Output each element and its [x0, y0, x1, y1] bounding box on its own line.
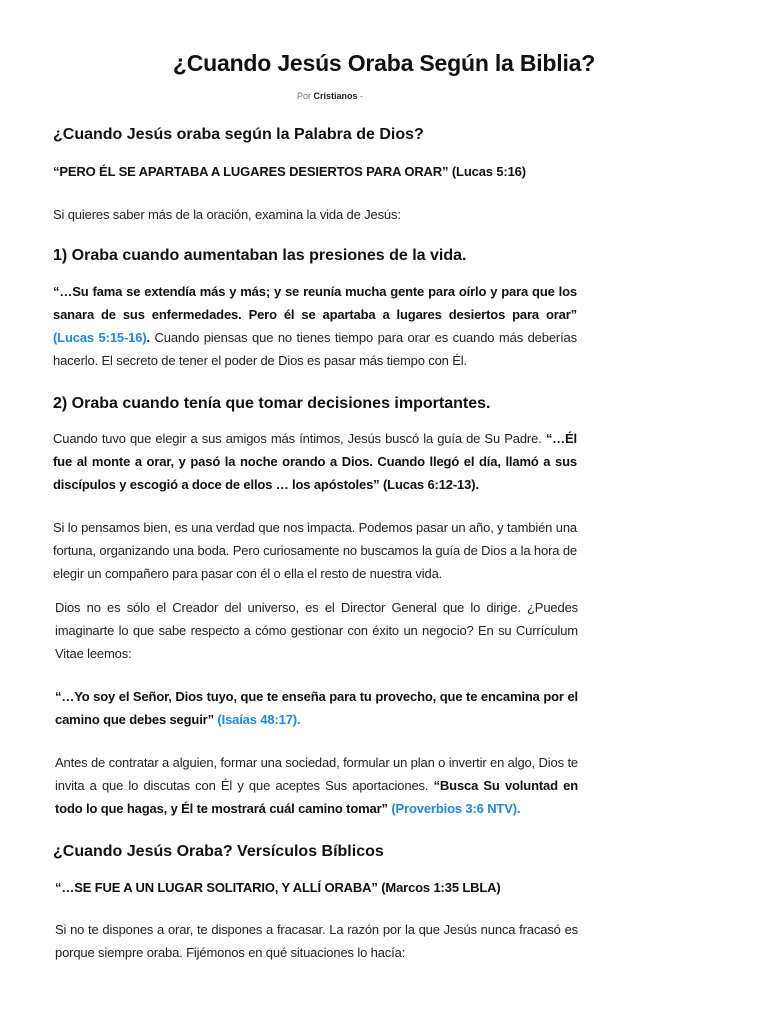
- point-1-text: Cuando piensas que no tienes tiempo para orar es cuando más deberías hacerlo. El secreto de tener el poder de Dios es pasar más tiempo con Él.: [53, 330, 577, 368]
- point-2-paragraph-2: Si lo pensamos bien, es una verdad que nos impacta. Podemos pasar un año, y también una fortuna, organizando una boda. Pero curiosamente no buscamos la guía de Dios a la hora de elegir un compañero para pasar con él o ella el resto de nuestra vida.: [53, 520, 577, 581]
- proverbios-quote: “Busca Su voluntad en todo lo que hagas, y Él te mostrará cuál camino tomar”: [55, 778, 578, 816]
- marcos-verse-text: “…SE FUE A UN LUGAR SOLITARIO, Y ALLÍ ORABA”: [55, 880, 378, 895]
- link-isaias-48-17[interactable]: (Isaías 48:17).: [217, 712, 301, 727]
- verse-ref: (Lucas 5:16): [451, 164, 526, 179]
- verse-isaias-48-17: [55, 685, 578, 731]
- byline-prefix: Por: [296, 91, 311, 101]
- point-2-paragraph-1: [53, 427, 577, 496]
- point-2-paragraph-5: [55, 751, 578, 820]
- point-2-paragraph-3: Dios no es sólo el Creador del universo, es el Director General que lo dirige. ¿Puedes imaginarte lo que sabe respecto a cómo gestionar con éxito un negocio? En su Currículum Vitae leemos:: [55, 600, 578, 661]
- ref-period: .: [146, 330, 150, 345]
- section-heading-versiculos: ¿Cuando Jesús Oraba? Versículos Bíblicos: [53, 843, 384, 860]
- author-link[interactable]: Cristianos: [313, 91, 358, 101]
- point-2-quote: “…Él fue al monte a orar, y pasó la noche orando a Dios. Cuando llegó el día, llamó a sus discípulos y escogió a doce de ellos … los apóstoles” (Lucas 6:12-13).: [53, 431, 577, 492]
- point-1-quote: “…Su fama se extendía más y más; y se reunía mucha gente para oírlo y para que los sanara de sus enfermedades. Pero él se apartaba a lugares desiertos para orar”: [53, 284, 577, 322]
- point-2-text: Cuando tuvo que elegir a sus amigos más íntimos, Jesús buscó la guía de Su Padre.: [53, 431, 542, 446]
- point-1-paragraph: [53, 280, 577, 372]
- intro-paragraph: Si quieres saber más de la oración, examina la vida de Jesús:: [53, 207, 401, 222]
- byline: [0, 91, 660, 101]
- link-proverbios-3-6[interactable]: (Proverbios 3:6 NTV).: [391, 801, 521, 816]
- section-heading-palabra: ¿Cuando Jesús oraba según la Palabra de Dios?: [53, 126, 424, 143]
- bottom-fade: [0, 1012, 768, 1024]
- point-2-p5-text: Antes de contratar a alguien, formar una sociedad, formular un plan o invertir en algo, Dios te invita a que lo discutas con Él y que aceptes Sus aportaciones.: [55, 755, 578, 793]
- verse-lucas-5-16: [53, 160, 577, 183]
- byline-suffix: -: [360, 91, 364, 101]
- isaias-quote: “…Yo soy el Señor, Dios tuyo, que te enseña para tu provecho, que te encamina por el camino que debes seguir”: [55, 689, 578, 727]
- section-2-paragraph-1: Si no te dispones a orar, te dispones a fracasar. La razón por la que Jesús nunca fracasó es porque siempre oraba. Fijémonos en qué situaciones lo hacía:: [55, 922, 578, 960]
- link-lucas-5-15-16[interactable]: (Lucas 5:15-16): [53, 330, 147, 345]
- marcos-verse-ref: (Marcos 1:35 LBLA): [381, 880, 501, 895]
- point-2-heading: 2) Oraba cuando tenía que tomar decisiones importantes.: [53, 395, 491, 412]
- verse-marcos-1-35: [55, 876, 578, 899]
- verse-text: “PERO ÉL SE APARTABA A LUGARES DESIERTOS PARA ORAR”: [53, 164, 449, 179]
- article-title: ¿Cuando Jesús Oraba Según la Biblia?: [172, 50, 596, 76]
- point-1-heading: 1) Oraba cuando aumentaban las presiones de la vida.: [53, 247, 467, 264]
